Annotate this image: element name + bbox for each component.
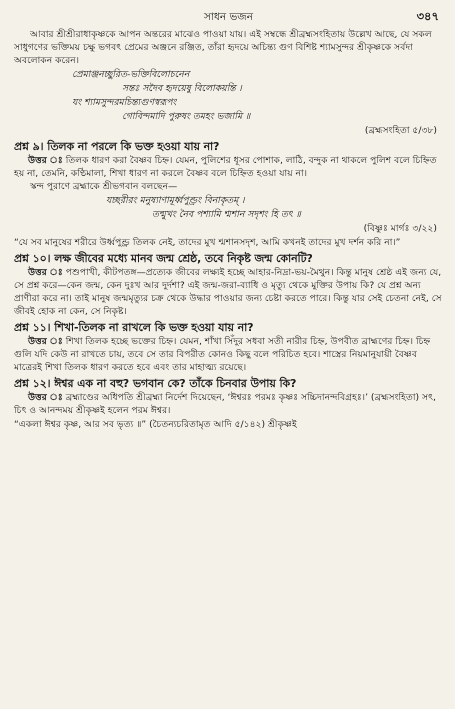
intro-paragraph: আবার শ্রীশ্রীরাধাকৃষ্ণকে আপন অন্তরের মাঝেও পাওয়া যায়। এই সম্বন্ধে শ্রীব্রহ্মসংহিতায় উল্লেখ আছে, যে সকল সাধুগণের ভক্তিময় চক্ষু ভগবৎ প্রেমের অঞ্জনে রঞ্জিত, তাঁরা হৃদয়ে অচিন্ত্য গুণ বিশিষ্ট শ্যামসুন্দর শ্রীকৃষ্ণকে সর্বদা অবলোকন করেন। [14,29,432,66]
answer-text: পশুপাখী, কীটপতঙ্গ—প্রত্যেক জীবের লক্ষ্যই হচ্ছে আহার-নিদ্রা-ভয়-মৈথুন। কিন্তু মানুষ শ্রেষ্ঠ এই জন্য যে, সে প্রশ্ন করে—কেন জন্ম, কেন দুঃখ আর দুর্দশা? এই জন্ম-জরা-ব্যাধি ও মৃত্যু থেকে মুক্তির উপায় কি? যে প্রশ্ন অন্য প্রাণীরা করে না। তাই মানুষ জন্মমৃত্যুর চক্র থেকে উদ্ধার পাওয়ার জন্য চেষ্টা করতে পারে। কিন্তু যার সেই চেতনা নেই, সে জীবই হোক না কেন, সে নিকৃষ্ট। [14,267,442,317]
sloka-line: যচ্ছরীরং মনুষ্যাণামূর্ধ্বপুণ্ড্রং বিনাকৃতম্ । [106,195,245,206]
question-heading: প্রশ্ন ১২। ঈশ্বর এক না বহু? ভগবান কে? তাঁকে চিনবার উপায় কি? [14,377,297,390]
answer-text: তিলক ধারণ করা বৈষ্ণব চিহ্ন। যেমন, পুলিশের ধূসর পোশাক, লাঠি, বন্দুক না থাকলে পুলিশ বলে চিহ্নিত হয় না, তেমনি, কণ্ঠিমালা, শিখা ধারণ না করলে বৈষ্ণব বলে চিহ্নিত হওয়া যায় না। [14,155,437,179]
sloka-line: তন্মুখং নৈব পশ্যামি শ্মশান সদৃশং হি তৎ ॥ [152,209,301,220]
answer-paragraph [14,266,443,318]
translation-quote: “যে সব মানুষের শরীরে উর্ধ্বপুণ্ড্র তিলক নেই, তাদের মুখ শ্মশানসদৃশ, আমি কখনই তাদের মুখ দর্শন করি না।” [14,237,401,248]
running-title: সাধন ভজন [204,11,253,23]
scripture-quote: “একলা ঈশ্বর কৃষ্ণ, আর সব ভৃত্য ॥” (চৈতন্যচরিতামৃত আদি ৫/১৪২) শ্রীকৃষ্ণই [14,419,297,430]
answer-text: শিখা তিলক হচ্ছে ভক্তের চিহ্ন। যেমন, শাঁখা সিঁদুর সধবা সতী নারীর চিহ্ন, উপবীত ব্রাহ্মণের চিহ্ন। চিহ্ন গুলি যদি কেউ না রাখতে চায়, তবে সে তার বিপরীত কোনও কিছু বলে পরিচিত হবে। শাস্ত্রের নিয়মানুযায়ী বৈষ্ণব মাত্রেরই শিখা তিলক ধারণ করতে হবে এবং তার মাহাত্ম্য রয়েছে। [14,336,431,373]
citation: (বিষ্ণুঃ মার্গঃ ৩/২২) [363,223,437,234]
sloka-line: সন্তঃ সদৈব হৃদয়েষু বিলোকয়ন্তি । [122,83,242,94]
sloka-line: যং শ্যামসুন্দরমচিন্ত্যগুণস্বরূপং [72,97,177,108]
answer-paragraph [14,335,443,374]
page-number: ৩৪৭ [416,9,439,23]
page-header [14,8,443,28]
question-heading: প্রশ্ন ১১। শিখা-তিলক না রাখলে কি ভক্ত হওয়া যায় না? [14,321,254,334]
answer-text: ব্রহ্মাণ্ডের অধিপতি শ্রীব্রহ্মা নির্দেশ দিয়েছেন, ‘ঈশ্বরঃ পরমঃ কৃষ্ণঃ সচ্চিদানন্দবিগ্রহঃ।’ (ব্রহ্মসংহিতা) সৎ, চিৎ ও আনন্দময় শ্রীকৃষ্ণই হলেন পরম ঈশ্বর। [14,392,436,416]
answer-label: উত্তর ঃ [28,392,63,403]
answer-paragraph [14,154,443,180]
sloka-line: প্রেমাঞ্জনচ্ছুরিত-ভক্তিবিলোচনেন [72,69,190,80]
answer-paragraph [14,391,443,417]
sloka-line: গোবিন্দমাদি পুরুষং তমহং ভজামি ॥ [122,111,251,122]
answer-label: উত্তর ঃ [28,336,63,347]
page-content [14,28,443,431]
question-heading: প্রশ্ন ১০। লক্ষ জীবের মধ্যে মানব জন্ম শ্রেষ্ঠ, তবে নিকৃষ্ট জন্ম কোনটি? [14,252,313,265]
answer-label: উত্তর ঃ [28,155,63,166]
intro-line: স্কন্দ পুরাণে ব্রহ্মাকে শ্রীভগবান বলছেন— [30,181,178,192]
question-heading: প্রশ্ন ৯। তিলক না পরলে কি ভক্ত হওয়া যায় না? [14,140,220,153]
citation: (ব্রহ্মসংহিতা ৫/৩৮) [364,125,437,136]
answer-label: উত্তর ঃ [28,267,63,278]
